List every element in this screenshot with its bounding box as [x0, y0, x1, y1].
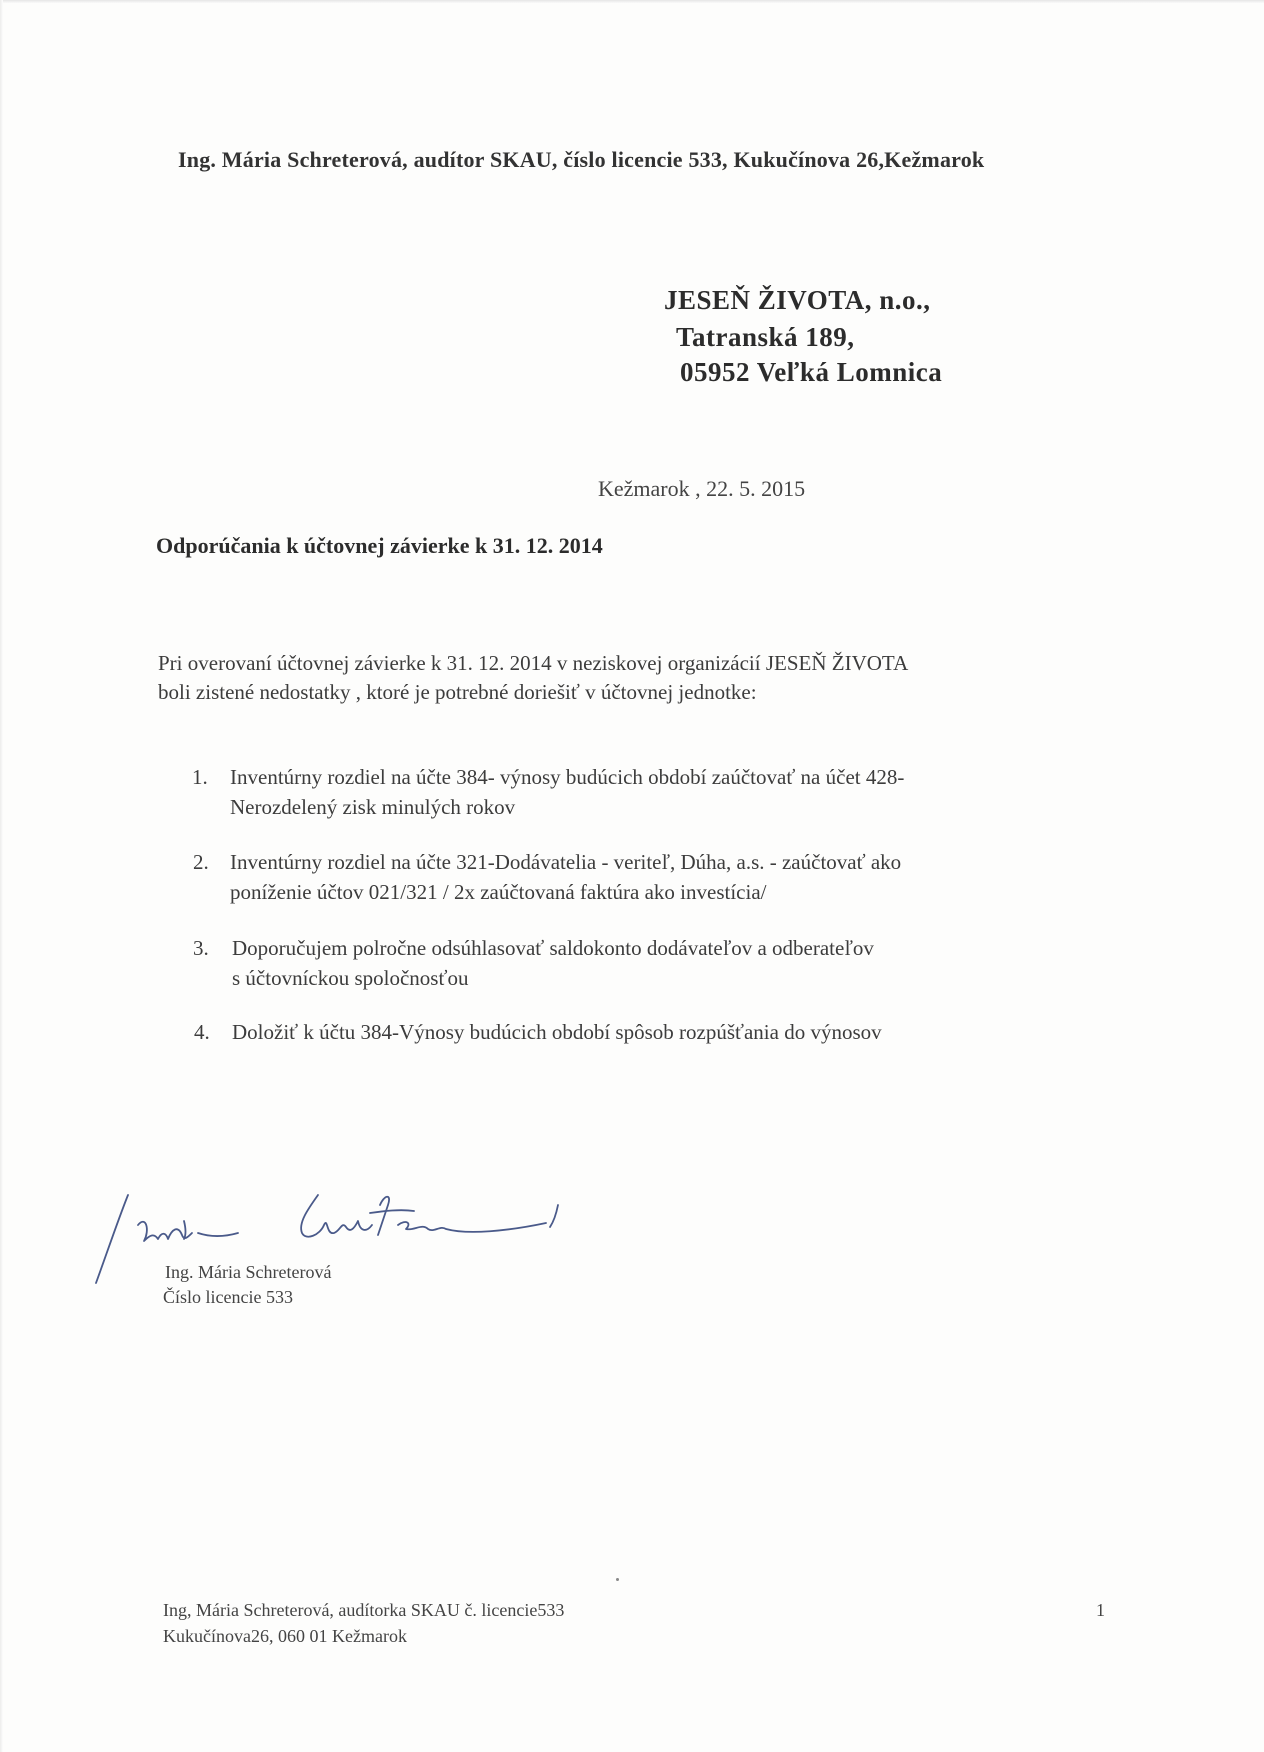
- signatory-license: Číslo licencie 533: [163, 1287, 293, 1307]
- recipient-street: Tatranská 189,: [676, 322, 855, 352]
- list-item-text: Doložiť k účtu 384-Výnosy budúcich období spôsob rozpúšťania do výnosov: [232, 1020, 882, 1044]
- list-item-number: 1.: [192, 765, 208, 789]
- letter-date: Kežmarok , 22. 5. 2015: [598, 476, 806, 501]
- list-item-text: Inventúrny rozdiel na účte 321-Dodávatelia - veriteľ, Dúha, a.s. - zaúčtovať ako: [230, 850, 902, 874]
- list-item-number: 2.: [193, 850, 209, 874]
- list-item-text: Nerozdelený zisk minulých rokov: [230, 795, 516, 819]
- footer-line: Kukučínova26, 060 01 Kežmarok: [163, 1626, 407, 1646]
- list-item-number: 4.: [194, 1020, 210, 1044]
- footer-line: Ing, Mária Schreterová, audítorka SKAU č. licencie533: [163, 1600, 565, 1620]
- list-item-text: Inventúrny rozdiel na účte 384- výnosy budúcich období zaúčtovať na účet 428-: [230, 765, 905, 789]
- scan-edge: [0, 0, 3, 1752]
- list-item-number: 3.: [193, 936, 209, 960]
- intro-line: Pri overovaní účtovnej závierke k 31. 12. 2014 v neziskovej organizácií JESEŇ ŽIVOTA: [158, 651, 909, 675]
- scan-speck: [616, 1578, 619, 1581]
- list-item-text: Doporučujem polročne odsúhlasovať saldokonto dodávateľov a odberateľov: [232, 936, 874, 960]
- signatory-name: Ing. Mária Schreterová: [165, 1262, 332, 1282]
- list-item-text: s účtovníckou spoločnosťou: [232, 966, 469, 990]
- recipient-name: JESEŇ ŽIVOTA, n.o.,: [664, 285, 931, 315]
- letter-subject: Odporúčania k účtovnej závierke k 31. 12. 2014: [156, 533, 603, 558]
- letterhead: Ing. Mária Schreterová, audítor SKAU, číslo licencie 533, Kukučínova 26,Kežmarok: [178, 147, 985, 172]
- page-number: 1: [1096, 1600, 1105, 1620]
- intro-line: boli zistené nedostatky , ktoré je potrebné doriešiť v účtovnej jednotke:: [158, 680, 757, 704]
- list-item-text: poníženie účtov 021/321 / 2x zaúčtovaná faktúra ako investícia/: [230, 880, 767, 904]
- scan-edge: [0, 0, 1264, 3]
- recipient-city: 05952 Veľká Lomnica: [680, 357, 943, 387]
